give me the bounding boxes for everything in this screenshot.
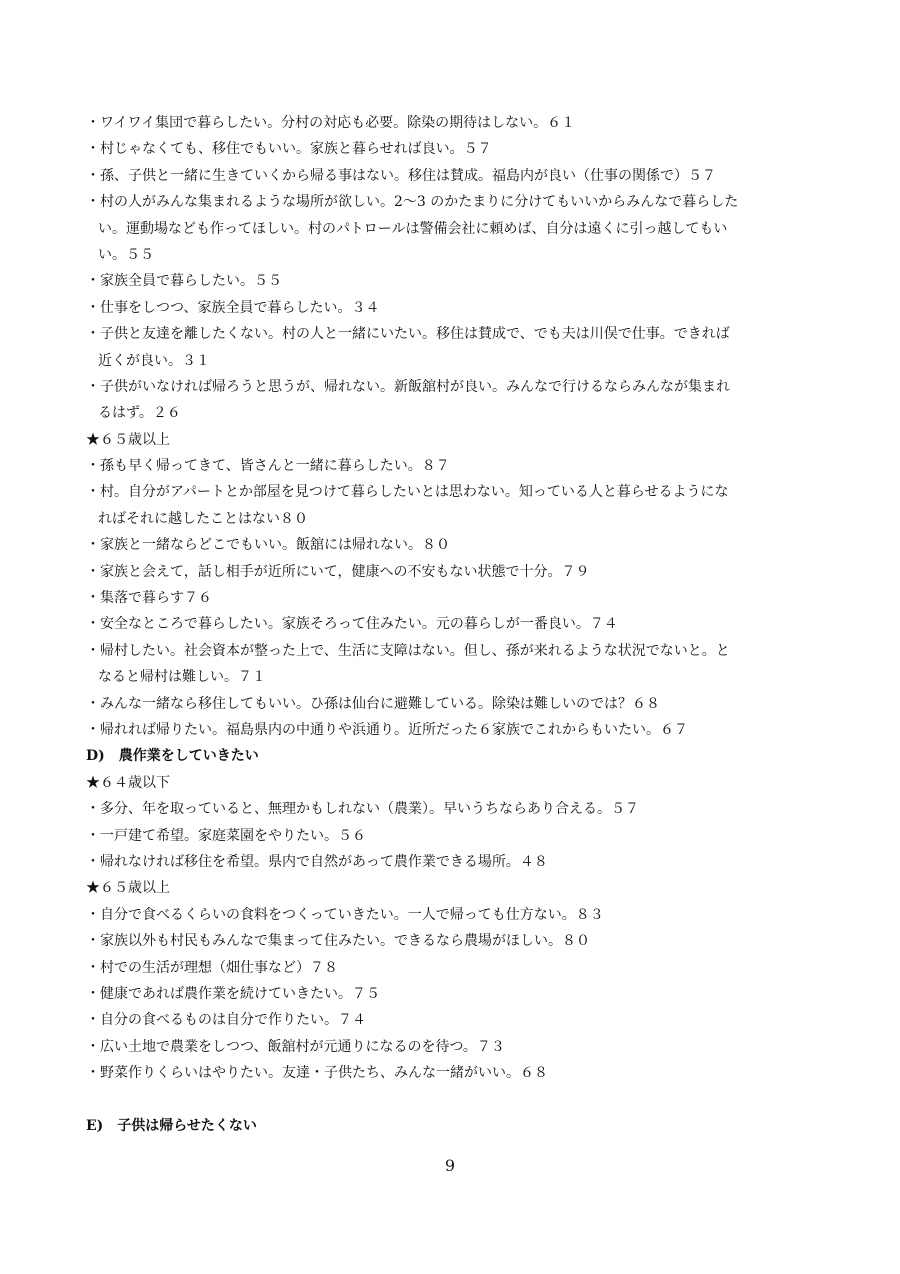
bullet-item: ・野菜作りくらいはやりたい。友達・子供たち、みんな一緒がいい。６８ bbox=[86, 1065, 548, 1082]
age-group-heading: ★６５歳以上 bbox=[86, 880, 170, 897]
blank-line bbox=[86, 1086, 786, 1112]
bullet-item-continuation: い。運動場なども作ってほしい。村のパトロールは警備会社に頼めば、自分は遠くに引っ越してもい bbox=[98, 220, 728, 237]
age-group-heading: ★６４歳以下 bbox=[86, 774, 170, 791]
bullet-item: ・自分の食べるものは自分で作りたい。７４ bbox=[86, 1012, 366, 1029]
page-number: 9 bbox=[444, 1156, 456, 1175]
bullet-item: ・みんな一緒なら移住してもいい。ひ孫は仙台に避難している。除染は難しいのでは？６８ bbox=[86, 695, 660, 712]
bullet-item: ・孫も早く帰ってきて、皆さんと一緒に暮らしたい。８７ bbox=[86, 458, 450, 475]
section-heading-e: E) 子供は帰らせたくない bbox=[86, 1117, 257, 1134]
bullet-item: ・村。自分がアパートとか部屋を見つけて暮らしたいとは思わない。知っている人と暮らせるようにな bbox=[86, 484, 729, 501]
bullet-item-continuation: ればそれに越したことはない８０ bbox=[98, 510, 308, 527]
bullet-item: ・ワイワイ集団で暮らしたい。分村の対応も必要。除染の期待はしない。６１ bbox=[86, 115, 576, 131]
bullet-item: ・帰れなければ移住を希望。県内で自然があって農作業できる場所。４８ bbox=[86, 853, 548, 870]
bullet-item: ・村の人がみんな集まれるような場所が欲しい。2〜3 のかたまりに分けてもいいからみんなで暮らした bbox=[86, 194, 739, 211]
bullet-item: ・自分で食べるくらいの食料をつくっていきたい。一人で帰っても仕方ない。８３ bbox=[86, 906, 604, 923]
bullet-item: ・村での生活が理想（畑仕事など）７８ bbox=[86, 959, 338, 976]
bullet-item-continuation: るはず。２６ bbox=[98, 405, 181, 422]
bullet-item: ・安全なところで暮らしたい。家族そろって住みたい。元の暮らしが一番良い。７４ bbox=[86, 616, 618, 633]
bullet-item: ・帰れれば帰りたい。福島県内の中通りや浜通り。近所だった６家族でこれからもいたい。６７ bbox=[86, 721, 688, 738]
bullet-item: ・帰村したい。社会資本が整った上で、生活に支障はない。但し、孫が来れるような状況でないと。と bbox=[86, 642, 730, 659]
section-heading-d: D) 農作業をしていきたい bbox=[86, 748, 259, 765]
bullet-item: ・家族と会えて，話し相手が近所にいて，健康への不安もない状態で十分。７９ bbox=[86, 563, 590, 580]
bullet-item: ・家族と一緒ならどこでもいい。飯舘には帰れない。８０ bbox=[86, 537, 450, 554]
bullet-item: ・多分、年を取っていると、無理かもしれない（農業）。早いうちならあり合える。５７ bbox=[86, 801, 639, 818]
bullet-item: ・一戸建て希望。家庭菜園をやりたい。５６ bbox=[86, 827, 366, 844]
page-body bbox=[86, 110, 786, 1139]
bullet-item: ・仕事をしつつ、家族全員で暮らしたい。３４ bbox=[86, 299, 380, 316]
bullet-item: ・孫、子供と一緒に生きていくから帰る事はない。移住は賛成。福島内が良い（仕事の関係で）５７ bbox=[86, 167, 716, 184]
bullet-item: ・集落で暮らす７６ bbox=[86, 590, 212, 607]
bullet-item: ・子供と友達を離したくない。村の人と一緒にいたい。移住は賛成で、でも夫は川俣で仕事。できれば bbox=[86, 326, 730, 343]
bullet-item-continuation: い。５５ bbox=[98, 246, 154, 263]
bullet-item-continuation: 近くが良い。３１ bbox=[98, 352, 210, 369]
bullet-item: ・家族全員で暮らしたい。５５ bbox=[86, 273, 282, 290]
bullet-item: ・子供がいなければ帰ろうと思うが、帰れない。新飯舘村が良い。みんなで行けるならみんなが集まれ bbox=[86, 378, 730, 395]
bullet-item: ・広い土地で農業をしつつ、飯舘村が元通りになるのを待つ。７３ bbox=[86, 1038, 505, 1055]
age-group-heading: ★６５歳以上 bbox=[86, 431, 170, 448]
bullet-item: ・健康であれば農作業を続けていきたい。７５ bbox=[86, 985, 380, 1002]
bullet-item: ・村じゃなくても、移住でもいい。家族と暮らせれば良い。５７ bbox=[86, 141, 492, 158]
bullet-item-continuation: なると帰村は難しい。７１ bbox=[98, 669, 266, 686]
bullet-item: ・家族以外も村民もみんなで集まって住みたい。できるなら農場がほしい。８０ bbox=[86, 933, 590, 950]
